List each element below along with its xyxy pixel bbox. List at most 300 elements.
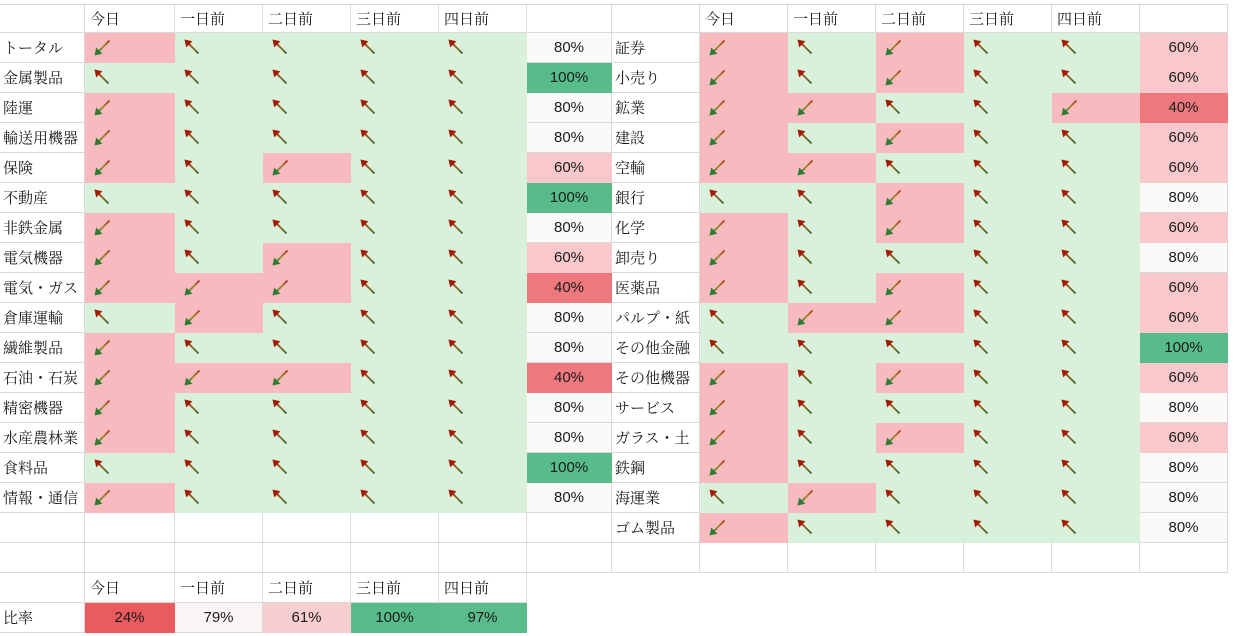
trend-cell[interactable]: [964, 183, 1052, 213]
trend-cell[interactable]: [263, 423, 351, 453]
trend-cell[interactable]: [175, 63, 263, 93]
trend-cell[interactable]: [964, 273, 1052, 303]
trend-cell[interactable]: [439, 423, 527, 453]
trend-cell[interactable]: [263, 333, 351, 363]
trend-cell[interactable]: [439, 303, 527, 333]
empty-cell[interactable]: [0, 513, 85, 543]
column-header[interactable]: 二日前: [263, 5, 351, 33]
trend-cell[interactable]: [788, 33, 876, 63]
column-header[interactable]: 今日: [700, 5, 788, 33]
percent-cell[interactable]: 80%: [1140, 453, 1228, 483]
trend-down-arrow-icon: [92, 217, 113, 238]
trend-cell[interactable]: [85, 213, 175, 243]
trend-cell[interactable]: [876, 123, 964, 153]
trend-up-arrow-icon: [182, 187, 203, 208]
trend-up-arrow-icon: [1059, 187, 1080, 208]
trend-cell[interactable]: [876, 183, 964, 213]
empty-cell[interactable]: [351, 543, 439, 573]
trend-cell[interactable]: [85, 423, 175, 453]
trend-cell[interactable]: [876, 333, 964, 363]
trend-cell[interactable]: [876, 153, 964, 183]
empty-cell[interactable]: [700, 543, 788, 573]
percent-cell[interactable]: 40%: [527, 363, 612, 393]
trend-cell[interactable]: [351, 363, 439, 393]
trend-cell[interactable]: [439, 213, 527, 243]
trend-cell[interactable]: [700, 183, 788, 213]
trend-cell[interactable]: [876, 33, 964, 63]
empty-cell[interactable]: [439, 513, 527, 543]
trend-cell[interactable]: [439, 393, 527, 423]
trend-cell[interactable]: [964, 423, 1052, 453]
trend-cell[interactable]: [788, 453, 876, 483]
ratio-percent-cell[interactable]: 97%: [439, 603, 527, 633]
trend-cell[interactable]: [700, 363, 788, 393]
column-header[interactable]: 四日前: [439, 5, 527, 33]
trend-up-arrow-icon: [270, 37, 291, 58]
row-label[interactable]: 証券: [612, 33, 700, 63]
trend-cell[interactable]: [700, 273, 788, 303]
column-header[interactable]: 今日: [85, 573, 175, 603]
percent-cell[interactable]: 80%: [1140, 243, 1228, 273]
trend-cell[interactable]: [700, 453, 788, 483]
trend-cell[interactable]: [351, 333, 439, 363]
trend-cell[interactable]: [964, 243, 1052, 273]
trend-down-arrow-icon: [182, 367, 203, 388]
trend-cell[interactable]: [175, 93, 263, 123]
column-header[interactable]: 三日前: [351, 5, 439, 33]
trend-cell[interactable]: [263, 123, 351, 153]
empty-cell[interactable]: [1052, 543, 1140, 573]
trend-cell[interactable]: [964, 153, 1052, 183]
trend-cell[interactable]: [351, 423, 439, 453]
percent-cell[interactable]: 80%: [527, 93, 612, 123]
trend-cell[interactable]: [85, 93, 175, 123]
percent-column-header[interactable]: [527, 5, 612, 33]
column-header[interactable]: 二日前: [263, 573, 351, 603]
percent-cell[interactable]: 60%: [1140, 213, 1228, 243]
row-label[interactable]: 比率: [0, 603, 85, 633]
row-label[interactable]: 鉄鋼: [612, 453, 700, 483]
trend-cell[interactable]: [439, 273, 527, 303]
trend-up-arrow-icon: [971, 217, 992, 238]
percent-cell[interactable]: 100%: [1140, 333, 1228, 363]
trend-cell[interactable]: [876, 273, 964, 303]
trend-cell[interactable]: [700, 243, 788, 273]
row-label[interactable]: 輸送用機器: [0, 123, 85, 153]
percent-cell[interactable]: 80%: [1140, 393, 1228, 423]
trend-cell[interactable]: [788, 273, 876, 303]
trend-cell[interactable]: [85, 153, 175, 183]
trend-cell[interactable]: [1052, 153, 1140, 183]
trend-cell[interactable]: [85, 123, 175, 153]
trend-cell[interactable]: [175, 303, 263, 333]
trend-up-arrow-icon: [358, 367, 379, 388]
trend-cell[interactable]: [175, 423, 263, 453]
percent-cell[interactable]: 60%: [1140, 33, 1228, 63]
trend-cell[interactable]: [964, 33, 1052, 63]
trend-cell[interactable]: [263, 273, 351, 303]
trend-cell[interactable]: [1052, 513, 1140, 543]
empty-cell[interactable]: [175, 543, 263, 573]
trend-cell[interactable]: [964, 393, 1052, 423]
trend-cell[interactable]: [1052, 273, 1140, 303]
trend-cell[interactable]: [439, 93, 527, 123]
percent-cell[interactable]: 80%: [527, 213, 612, 243]
trend-cell[interactable]: [964, 303, 1052, 333]
empty-cell[interactable]: [0, 543, 85, 573]
percent-cell[interactable]: 100%: [527, 183, 612, 213]
row-label[interactable]: 繊維製品: [0, 333, 85, 363]
trend-cell[interactable]: [964, 333, 1052, 363]
trend-cell[interactable]: [175, 333, 263, 363]
trend-cell[interactable]: [964, 363, 1052, 393]
trend-cell[interactable]: [175, 123, 263, 153]
column-header[interactable]: 今日: [85, 5, 175, 33]
column-header[interactable]: 四日前: [1052, 5, 1140, 33]
row-label[interactable]: 保険: [0, 153, 85, 183]
trend-down-arrow-icon: [92, 97, 113, 118]
trend-cell[interactable]: [788, 513, 876, 543]
trend-cell[interactable]: [964, 63, 1052, 93]
trend-cell[interactable]: [964, 93, 1052, 123]
trend-cell[interactable]: [964, 123, 1052, 153]
trend-cell[interactable]: [788, 483, 876, 513]
trend-cell[interactable]: [85, 243, 175, 273]
trend-cell[interactable]: [85, 33, 175, 63]
trend-up-arrow-icon: [883, 97, 904, 118]
trend-cell[interactable]: [351, 63, 439, 93]
percent-cell[interactable]: 80%: [1140, 183, 1228, 213]
percent-cell[interactable]: 60%: [527, 153, 612, 183]
trend-cell[interactable]: [876, 393, 964, 423]
trend-down-arrow-icon: [707, 97, 728, 118]
trend-cell[interactable]: [1052, 363, 1140, 393]
trend-cell[interactable]: [263, 33, 351, 63]
trend-cell[interactable]: [175, 393, 263, 423]
percent-column-header[interactable]: [1140, 5, 1228, 33]
row-label[interactable]: 卸売り: [612, 243, 700, 273]
empty-cell[interactable]: [527, 513, 612, 543]
trend-up-arrow-icon: [358, 397, 379, 418]
trend-cell[interactable]: [788, 183, 876, 213]
row-label[interactable]: トータル: [0, 33, 85, 63]
ratio-percent-cell[interactable]: 24%: [85, 603, 175, 633]
percent-cell[interactable]: 80%: [527, 393, 612, 423]
percent-cell[interactable]: 60%: [1140, 303, 1228, 333]
trend-cell[interactable]: [876, 303, 964, 333]
trend-cell[interactable]: [700, 393, 788, 423]
row-label[interactable]: 建設: [612, 123, 700, 153]
percent-cell[interactable]: 60%: [1140, 153, 1228, 183]
empty-cell[interactable]: [85, 543, 175, 573]
trend-cell[interactable]: [175, 183, 263, 213]
empty-cell[interactable]: [527, 543, 612, 573]
trend-up-arrow-icon: [971, 307, 992, 328]
column-header[interactable]: 一日前: [788, 5, 876, 33]
trend-cell[interactable]: [85, 303, 175, 333]
row-label[interactable]: 精密機器: [0, 393, 85, 423]
trend-cell[interactable]: [1052, 333, 1140, 363]
row-label[interactable]: 小売り: [612, 63, 700, 93]
row-label[interactable]: ゴム製品: [612, 513, 700, 543]
trend-cell[interactable]: [351, 303, 439, 333]
trend-cell[interactable]: [964, 453, 1052, 483]
empty-cell[interactable]: [175, 513, 263, 543]
percent-cell[interactable]: 60%: [527, 243, 612, 273]
trend-cell[interactable]: [1052, 33, 1140, 63]
trend-cell[interactable]: [351, 243, 439, 273]
percent-cell[interactable]: 100%: [527, 453, 612, 483]
column-header[interactable]: 三日前: [351, 573, 439, 603]
trend-cell[interactable]: [351, 483, 439, 513]
row-label[interactable]: 電気・ガス: [0, 273, 85, 303]
trend-cell[interactable]: [85, 453, 175, 483]
trend-cell[interactable]: [263, 183, 351, 213]
trend-cell[interactable]: [351, 123, 439, 153]
trend-cell[interactable]: [1052, 423, 1140, 453]
trend-cell[interactable]: [85, 333, 175, 363]
trend-cell[interactable]: [439, 453, 527, 483]
corner-cell[interactable]: [0, 5, 85, 33]
trend-up-arrow-icon: [1059, 397, 1080, 418]
row-label[interactable]: 電気機器: [0, 243, 85, 273]
trend-cell[interactable]: [1052, 183, 1140, 213]
trend-cell[interactable]: [1052, 123, 1140, 153]
trend-cell[interactable]: [263, 213, 351, 243]
column-header[interactable]: 二日前: [876, 5, 964, 33]
trend-cell[interactable]: [788, 303, 876, 333]
corner-cell[interactable]: [612, 5, 700, 33]
trend-cell[interactable]: [876, 63, 964, 93]
trend-cell[interactable]: [85, 63, 175, 93]
trend-down-arrow-icon: [707, 247, 728, 268]
empty-cell[interactable]: [263, 543, 351, 573]
percent-cell[interactable]: 80%: [527, 303, 612, 333]
trend-cell[interactable]: [439, 333, 527, 363]
trend-cell[interactable]: [175, 153, 263, 183]
ratio-percent-cell[interactable]: 79%: [175, 603, 263, 633]
row-label[interactable]: サービス: [612, 393, 700, 423]
trend-cell[interactable]: [876, 453, 964, 483]
trend-cell[interactable]: [876, 363, 964, 393]
trend-cell[interactable]: [439, 123, 527, 153]
trend-cell[interactable]: [700, 93, 788, 123]
trend-cell[interactable]: [439, 183, 527, 213]
trend-cell[interactable]: [175, 363, 263, 393]
row-label[interactable]: 情報・通信: [0, 483, 85, 513]
trend-cell[interactable]: [351, 393, 439, 423]
trend-cell[interactable]: [700, 33, 788, 63]
trend-cell[interactable]: [85, 483, 175, 513]
trend-up-arrow-icon: [795, 517, 816, 538]
row-label[interactable]: パルプ・紙: [612, 303, 700, 333]
trend-cell[interactable]: [351, 213, 439, 243]
trend-cell[interactable]: [175, 213, 263, 243]
trend-cell[interactable]: [964, 513, 1052, 543]
row-label[interactable]: 不動産: [0, 183, 85, 213]
trend-cell[interactable]: [876, 513, 964, 543]
trend-cell[interactable]: [876, 243, 964, 273]
trend-cell[interactable]: [1052, 393, 1140, 423]
percent-cell[interactable]: 60%: [1140, 63, 1228, 93]
corner-cell[interactable]: [0, 573, 85, 603]
empty-cell[interactable]: [964, 543, 1052, 573]
ratio-percent-cell[interactable]: 61%: [263, 603, 351, 633]
row-label[interactable]: 鉱業: [612, 93, 700, 123]
trend-cell[interactable]: [788, 123, 876, 153]
trend-cell[interactable]: [1052, 303, 1140, 333]
row-label[interactable]: 空輸: [612, 153, 700, 183]
trend-cell[interactable]: [788, 93, 876, 123]
trend-cell[interactable]: [788, 213, 876, 243]
empty-cell[interactable]: [263, 513, 351, 543]
percent-cell[interactable]: 80%: [527, 123, 612, 153]
trend-cell[interactable]: [439, 153, 527, 183]
empty-cell[interactable]: [876, 543, 964, 573]
trend-cell[interactable]: [175, 33, 263, 63]
percent-cell[interactable]: 80%: [527, 333, 612, 363]
trend-cell[interactable]: [85, 393, 175, 423]
trend-up-arrow-icon: [270, 187, 291, 208]
row-label[interactable]: 石油・石炭: [0, 363, 85, 393]
percent-cell[interactable]: 40%: [527, 273, 612, 303]
trend-cell[interactable]: [1052, 93, 1140, 123]
trend-cell[interactable]: [263, 93, 351, 123]
trend-cell[interactable]: [700, 123, 788, 153]
column-header[interactable]: 四日前: [439, 573, 527, 603]
trend-up-arrow-icon: [446, 427, 467, 448]
percent-cell[interactable]: 60%: [1140, 273, 1228, 303]
empty-cell[interactable]: [612, 543, 700, 573]
trend-cell[interactable]: [263, 153, 351, 183]
trend-cell[interactable]: [263, 63, 351, 93]
trend-cell[interactable]: [175, 273, 263, 303]
left-trend-grid: [0, 5, 612, 573]
trend-cell[interactable]: [1052, 63, 1140, 93]
trend-cell[interactable]: [788, 423, 876, 453]
row-label[interactable]: 非鉄金属: [0, 213, 85, 243]
trend-cell[interactable]: [439, 33, 527, 63]
trend-cell[interactable]: [175, 453, 263, 483]
trend-cell[interactable]: [263, 453, 351, 483]
column-header[interactable]: 一日前: [175, 5, 263, 33]
trend-cell[interactable]: [351, 273, 439, 303]
row-label[interactable]: 海運業: [612, 483, 700, 513]
trend-cell[interactable]: [876, 213, 964, 243]
trend-cell[interactable]: [788, 63, 876, 93]
row-label[interactable]: 金属製品: [0, 63, 85, 93]
trend-up-arrow-icon: [971, 517, 992, 538]
trend-cell[interactable]: [700, 303, 788, 333]
percent-cell[interactable]: 80%: [1140, 513, 1228, 543]
row-label[interactable]: 陸運: [0, 93, 85, 123]
percent-cell[interactable]: 80%: [527, 33, 612, 63]
trend-cell[interactable]: [700, 153, 788, 183]
percent-cell[interactable]: 60%: [1140, 363, 1228, 393]
row-label[interactable]: 倉庫運輸: [0, 303, 85, 333]
percent-cell[interactable]: 60%: [1140, 123, 1228, 153]
trend-cell[interactable]: [700, 213, 788, 243]
trend-cell[interactable]: [439, 63, 527, 93]
trend-cell[interactable]: [351, 33, 439, 63]
row-label[interactable]: ガラス・土: [612, 423, 700, 453]
trend-cell[interactable]: [788, 243, 876, 273]
trend-cell[interactable]: [788, 363, 876, 393]
trend-cell[interactable]: [876, 483, 964, 513]
trend-cell[interactable]: [351, 153, 439, 183]
trend-cell[interactable]: [788, 153, 876, 183]
trend-cell[interactable]: [700, 483, 788, 513]
percent-cell[interactable]: 100%: [527, 63, 612, 93]
trend-cell[interactable]: [175, 483, 263, 513]
row-label[interactable]: 化学: [612, 213, 700, 243]
trend-up-arrow-icon: [182, 217, 203, 238]
row-label[interactable]: 医薬品: [612, 273, 700, 303]
trend-cell[interactable]: [876, 93, 964, 123]
trend-cell[interactable]: [175, 243, 263, 273]
trend-cell[interactable]: [964, 213, 1052, 243]
empty-cell[interactable]: [439, 543, 527, 573]
trend-cell[interactable]: [964, 483, 1052, 513]
trend-cell[interactable]: [85, 273, 175, 303]
trend-cell[interactable]: [1052, 243, 1140, 273]
trend-cell[interactable]: [700, 423, 788, 453]
percent-cell[interactable]: 40%: [1140, 93, 1228, 123]
trend-cell[interactable]: [351, 183, 439, 213]
trend-cell[interactable]: [700, 513, 788, 543]
trend-cell[interactable]: [439, 243, 527, 273]
row-label[interactable]: 銀行: [612, 183, 700, 213]
trend-cell[interactable]: [788, 393, 876, 423]
trend-cell[interactable]: [439, 483, 527, 513]
trend-cell[interactable]: [1052, 483, 1140, 513]
empty-cell[interactable]: [788, 543, 876, 573]
row-label[interactable]: その他金融: [612, 333, 700, 363]
ratio-percent-cell[interactable]: 100%: [351, 603, 439, 633]
trend-cell[interactable]: [1052, 453, 1140, 483]
trend-cell[interactable]: [263, 363, 351, 393]
column-header[interactable]: 三日前: [964, 5, 1052, 33]
trend-cell[interactable]: [1052, 213, 1140, 243]
trend-cell[interactable]: [351, 93, 439, 123]
trend-cell[interactable]: [351, 453, 439, 483]
trend-cell[interactable]: [439, 363, 527, 393]
trend-cell[interactable]: [263, 303, 351, 333]
percent-cell[interactable]: 80%: [527, 483, 612, 513]
row-label[interactable]: 食料品: [0, 453, 85, 483]
row-label[interactable]: その他機器: [612, 363, 700, 393]
empty-cell[interactable]: [85, 513, 175, 543]
column-header[interactable]: 一日前: [175, 573, 263, 603]
percent-cell[interactable]: 60%: [1140, 423, 1228, 453]
percent-cell[interactable]: 80%: [1140, 483, 1228, 513]
trend-cell[interactable]: [788, 333, 876, 363]
trend-cell[interactable]: [700, 333, 788, 363]
trend-cell[interactable]: [263, 483, 351, 513]
trend-down-arrow-icon: [707, 397, 728, 418]
trend-cell[interactable]: [85, 183, 175, 213]
trend-cell[interactable]: [85, 363, 175, 393]
trend-cell[interactable]: [700, 63, 788, 93]
trend-cell[interactable]: [876, 423, 964, 453]
empty-cell[interactable]: [351, 513, 439, 543]
trend-cell[interactable]: [263, 393, 351, 423]
empty-cell[interactable]: [1140, 543, 1228, 573]
percent-cell[interactable]: 80%: [527, 423, 612, 453]
trend-cell[interactable]: [263, 243, 351, 273]
row-label[interactable]: 水産農林業: [0, 423, 85, 453]
trend-up-arrow-icon: [446, 37, 467, 58]
